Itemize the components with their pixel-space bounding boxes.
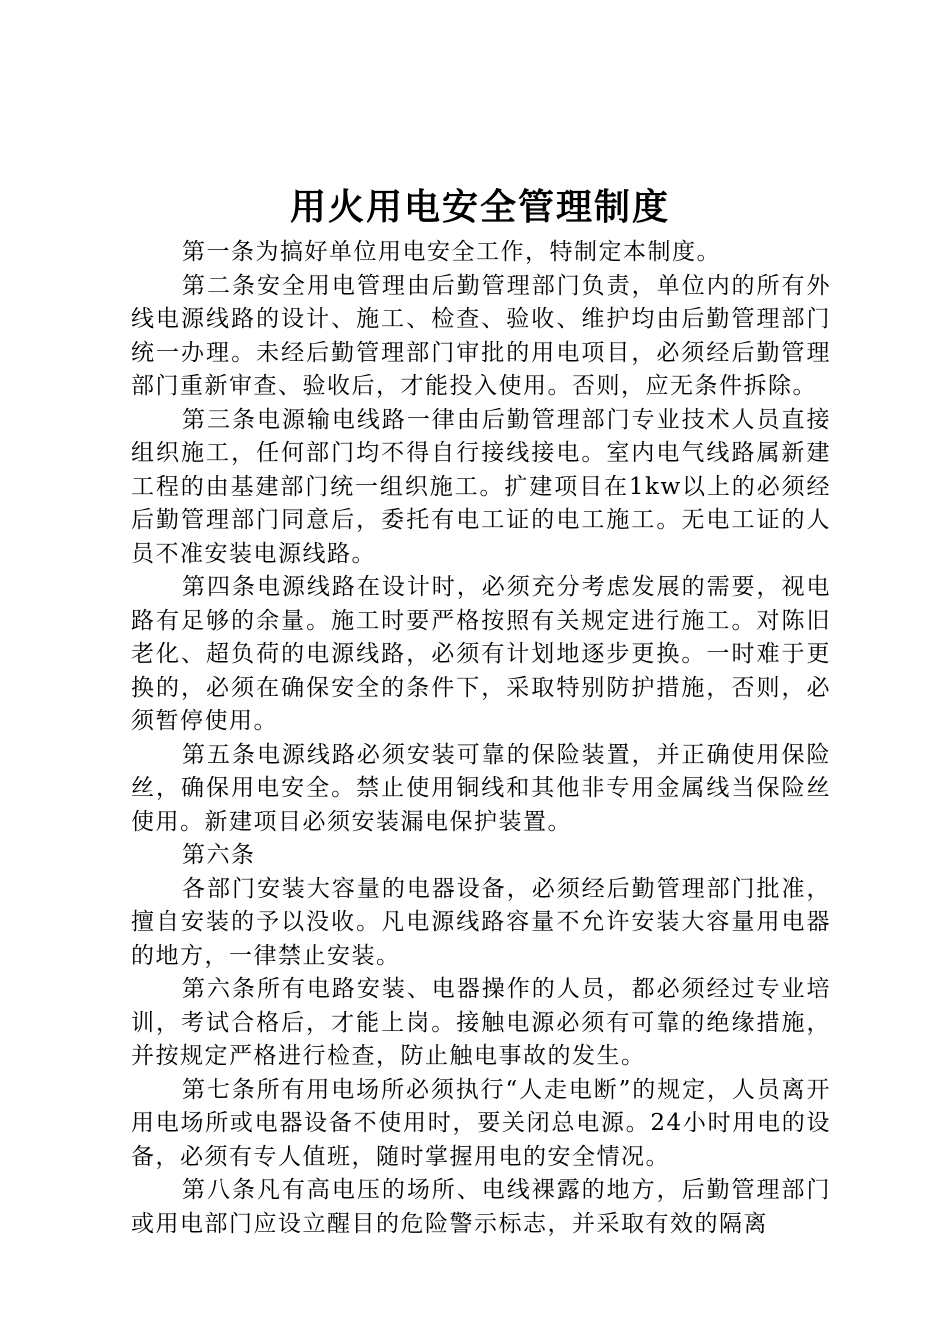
article-7-paragraph: 第七条所有用电场所必须执行“人走电断”的规定，人员离开用电场所或电器设备不使用时，要关闭总电源。24小时用电的设备，必须有专人值班，随时掌握用电的安全情况。 [131,1076,831,1170]
article-4-paragraph: 第四条电源线路在设计时，必须充分考虑发展的需要，视电路有足够的余量。施工时要严格按照有关规定进行施工。对陈旧老化、超负荷的电源线路，必须有计划地逐步更换。一时难于更换的，必须在确保安全的条件下，采取特别防护措施，否则，必须暂停使用。 [131,574,831,734]
article-8-paragraph: 第八条凡有高电压的场所、电线裸露的地方，后勤管理部门或用电部门应设立醒目的危险警示标志，并采取有效的隔离 [131,1177,831,1237]
article-6-heading: 第六条 [182,842,256,868]
article-1-paragraph: 第一条为搞好单位用电安全工作，特制定本制度。 [182,239,721,265]
article-2-paragraph: 第二条安全用电管理由后勤管理部门负责，单位内的所有外线电源线路的设计、施工、检查、验收、维护均由后勤管理部门统一办理。未经后勤管理部门审批的用电项目，必须经后勤管理部门重新审查、验收后，才能投入使用。否则，应无条件拆除。 [131,272,831,399]
article-6-paragraph: 各部门安装大容量的电器设备，必须经后勤管理部门批准，擅自安装的予以没收。凡电源线路容量不允许安装大容量用电器的地方，一律禁止安装。 [131,875,831,969]
document-body [131,236,831,1241]
article-5-paragraph: 第五条电源线路必须安装可靠的保险装置，并正确使用保险丝，确保用电安全。禁止使用铜线和其他非专用金属线当保险丝使用。新建项目必须安装漏电保护装置。 [131,741,831,835]
article-6b-paragraph: 第六条所有电路安装、电器操作的人员，都必须经过专业培训，考试合格后，才能上岗。接触电源必须有可靠的绝缘措施，并按规定严格进行检查，防止触电事故的发生。 [131,976,831,1069]
article-3-paragraph: 第三条电源输电线路一律由后勤管理部门专业技术人员直接组织施工，任何部门均不得自行接线接电。室内电气线路属新建工程的由基建部门统一组织施工。扩建项目在1kw以上的必须经后勤管理部门同意后，委托有电工证的电工施工。无电工证的人员不准安装电源线路。 [131,406,831,567]
document-title: 用火用电安全管理制度 [289,187,670,228]
